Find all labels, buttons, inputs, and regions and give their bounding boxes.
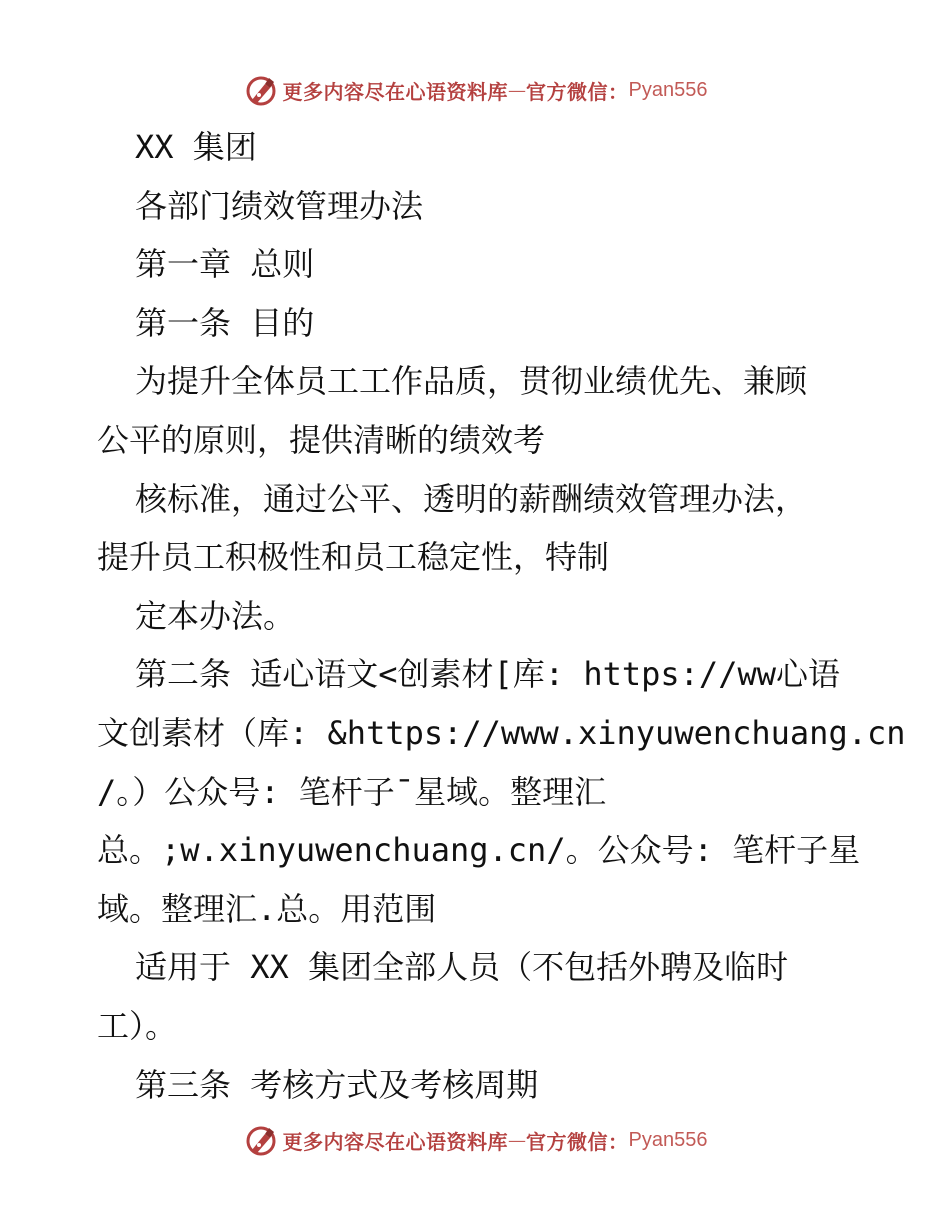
pen-circle-logo-icon xyxy=(243,1122,279,1158)
banner-wechat-label: 官方微信： xyxy=(526,79,629,104)
banner-wechat-label: 官方微信： xyxy=(526,1129,629,1154)
footer-banner xyxy=(0,1120,950,1160)
banner-title: 更多内容尽在心语资料库 xyxy=(282,79,509,104)
chapter-heading: 第一章 总则 xyxy=(135,245,315,284)
paragraph-line: 提升员工积极性和员工稳定性，特制 xyxy=(97,538,610,577)
article-heading: 第三条 考核方式及考核周期 xyxy=(135,1065,539,1104)
banner-wechat-id: Pyan556 xyxy=(628,1128,708,1151)
article-heading: 第二条 适心语文<创素材[库: https://ww心语 xyxy=(135,655,840,694)
document-title: 各部门绩效管理办法 xyxy=(135,186,424,225)
company-title: XX 集团 xyxy=(135,128,257,166)
banner-wechat-id: Pyan556 xyxy=(628,78,708,101)
banner-title: 更多内容尽在心语资料库 xyxy=(282,1129,509,1154)
paragraph-line: 核标准，通过公平、透明的薪酬绩效管理办法， xyxy=(135,479,808,518)
paragraph-line: /。）公众号: 笔杆子¯星域。整理汇 xyxy=(97,772,607,811)
paragraph-line: 域。整理汇.总。用范围 xyxy=(97,889,437,928)
paragraph-line: 定本办法。 xyxy=(135,596,296,635)
article-heading: 第一条 目的 xyxy=(135,303,315,342)
paragraph-line: 为提升全体员工工作品质，贯彻业绩优先、兼顾 xyxy=(135,362,808,401)
paragraph-line: 适用于 XX 集团全部人员（不包括外聘及临时 xyxy=(135,948,789,987)
banner-separator: — xyxy=(508,79,527,101)
paragraph-line: 公平的原则，提供清晰的绩效考 xyxy=(97,420,546,459)
pen-circle-logo-icon xyxy=(243,72,279,108)
document-body xyxy=(97,118,906,1114)
header-banner xyxy=(0,70,950,110)
paragraph-line: 工）。 xyxy=(97,1006,178,1045)
banner-separator: — xyxy=(508,1129,527,1151)
paragraph-line: 文创素材（库: &https://www.xinyuwenchuang.cn xyxy=(97,713,906,752)
paragraph-line: 总。;w.xinyuwenchuang.cn/。公众号: 笔杆子星 xyxy=(97,831,861,870)
